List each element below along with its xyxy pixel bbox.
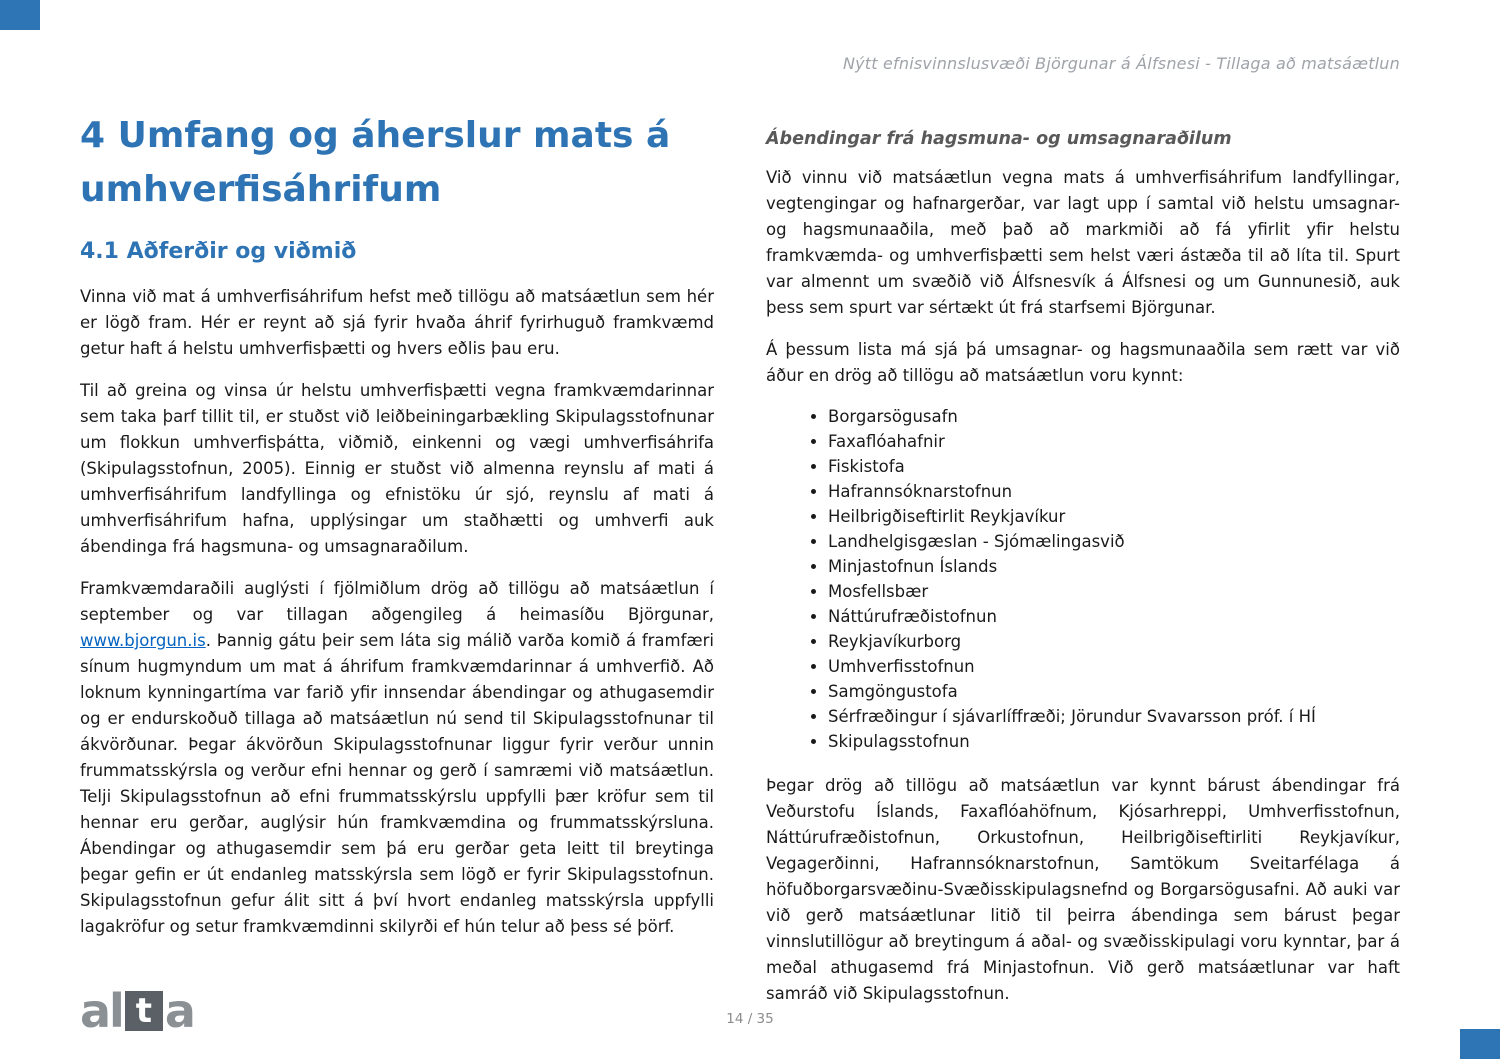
list-item: • Fiskistofa	[828, 455, 1400, 480]
corner-accent-bottom-right	[1460, 1029, 1500, 1059]
list-item: • Skipulagsstofnun	[828, 730, 1400, 755]
paragraph: Þegar drög að tillögu að matsáætlun var kynnt bárust ábendingar frá Veðurstofu Íslands, Faxaflóahöfnum, Kjósarhreppi, Umhverfisstofnun, Náttúrufræðistofnun, Orkustofnun, Heilbrigðiseftirliti Reykjavíkur, Vegagerðinni, Hafrannsóknarstofnun, Samtökum Sveitarfélaga á höfuðborgarsvæðinu-Svæðisskipulagsnefnd og Borgarsögusafni. Að auki var við gerð matsáætlunar litið til þeirra ábendinga sem bárust þegar vinnslutillögur að breytingum á aðal- og svæðisskipulagi voru kynntar, þar á meðal athugasemd frá Minjastofnun. Við gerð matsáætlunar var haft samráð við Skipulagsstofnun.	[766, 775, 1400, 1003]
list-item: • Borgarsögusafn	[828, 405, 1400, 430]
bjorgun-link[interactable]: www.bjorgun.is	[80, 631, 206, 650]
stakeholder-list	[766, 405, 1400, 755]
section-heading: 4 Umfang og áherslur mats á umhverfisáhrifum	[80, 115, 671, 210]
paragraph-text: Framkvæmdaraðili auglýsti í fjölmiðlum drög að tillögu að matsáætlun í september og var tillagan aðgengileg á heimasíðu Björgunar,	[80, 579, 714, 624]
subsection-heading: 4.1 Aðferðir og viðmið	[80, 239, 357, 264]
paragraph: Til að greina og vinsa úr helstu umhverfisþætti vegna framkvæmdarinnar sem taka þarf tillit til, er stuðst við leiðbeiningarbækling Skipulagsstofnunar um flokkun umhverfisþátta, viðmið, einkenni og vægi umhverfisáhrifa (Skipulagsstofnun, 2005). Einnig er stuðst við almenna reynslu af mati á umhverfisáhrifum landfyllinga og efnistöku úr sjó, reynslu af mati á umhverfisáhrifum hafna, upplýsingar um staðhætti og umhverfi auk ábendinga frá hagsmuna- og umsagnaraðilum.	[80, 381, 714, 556]
paragraph: Á þessum lista má sjá þá umsagnar- og hagsmunaaðila sem rætt var við áður en drög að tillögu að matsáætlun voru kynnt:	[766, 340, 1400, 385]
list-item: • Landhelgisgæslan - Sjómælingasvið	[828, 530, 1400, 555]
paragraph: Vinna við mat á umhverfisáhrifum hefst með tillögu að matsáætlun sem hér er lögð fram. Hér er reynt að sjá fyrir hvaða áhrif fyrirhuguð framkvæmd getur haft á helstu umhverfisþætti og hvers eðlis þau eru.	[80, 287, 714, 358]
paragraph-text: . Þannig gátu þeir sem láta sig málið varða komið á framfæri sínum hugmyndum um mat á áhrifum framkvæmdarinnar á umhverfið. Að loknum kynningartíma var farið yfir innsendar ábendingar og athugasemdir og er endurskoðuð tillaga að matsáætlun nú send til Skipulagsstofnunar til ákvörðunar. Þegar ákvörðun Skipulagsstofnunar liggur fyrir verður unnin frummatsskýrsla og verður efni hennar og gerð í samræmi við matsáætlun. Telji Skipulagsstofnun að efni frummatsskýrslu uppfylli þær kröfur sem til hennar eru gerðar, auglýsir hún framkvæmdina og frummatsskýrsluna. Ábendingar og athugasemdir sem þá eru gerðar geta leitt til breytinga þegar gefin er út endanleg matsskýrsla sem lögð er fyrir Skipulagsstofnun. Skipulagsstofnun gefur álit sitt á því hvort endanleg matsskýrsla uppfylli lagakröfur og setur framkvæmdinni skilyrði ef hún telur að þess sé þörf.	[80, 631, 714, 936]
left-column	[80, 109, 714, 1023]
list-item: • Sérfræðingur í sjávarlíffræði; Jörundur Svavarsson próf. í HÍ	[828, 705, 1400, 730]
logo-letter: l	[109, 984, 123, 1038]
two-column-layout	[80, 109, 1400, 1023]
list-item: • Hafrannsóknarstofnun	[828, 480, 1400, 505]
page-number: 14 / 35	[726, 1011, 774, 1027]
list-item: • Minjastofnun Íslands	[828, 555, 1400, 580]
page-content	[80, 0, 1400, 1023]
paragraph: Við vinnu við matsáætlun vegna mats á umhverfisáhrifum landfyllingar, vegtengingar og hafnargerðar, var lagt upp í samtal við helstu umsagnar- og hagsmunaaðila, með það að markmiði að fá yfirlit yfir helstu framkvæmda- og umhverfisþætti sem helst væri ástæða til að líta til. Spurt var almennt um svæðið við Álfsnesvík á Álfsnesi og um Gunnunesið, auk þess sem spurt var sértækt út frá starfsemi Björgunar.	[766, 168, 1400, 317]
corner-accent-top-left	[0, 0, 40, 30]
logo-letter: a	[80, 984, 110, 1038]
list-item: • Faxaflóahafnir	[828, 430, 1400, 455]
right-column	[766, 109, 1400, 1023]
list-item: • Samgöngustofa	[828, 680, 1400, 705]
list-item: • Reykjavíkurborg	[828, 630, 1400, 655]
paragraph	[80, 576, 714, 940]
right-column-heading: Ábendingar frá hagsmuna- og umsagnaraðilum	[766, 129, 1232, 149]
list-item: • Náttúrufræðistofnun	[828, 605, 1400, 630]
list-item: • Mosfellsbær	[828, 580, 1400, 605]
list-item: • Heilbrigðiseftirlit Reykjavíkur	[828, 505, 1400, 530]
document-header: Nýtt efnisvinnslusvæði Björgunar á Álfsnesi - Tillaga að matsáætlun	[842, 54, 1400, 73]
list-item: • Umhverfisstofnun	[828, 655, 1400, 680]
logo-letter-boxed: t	[125, 991, 163, 1031]
logo-letter: a	[164, 984, 194, 1038]
